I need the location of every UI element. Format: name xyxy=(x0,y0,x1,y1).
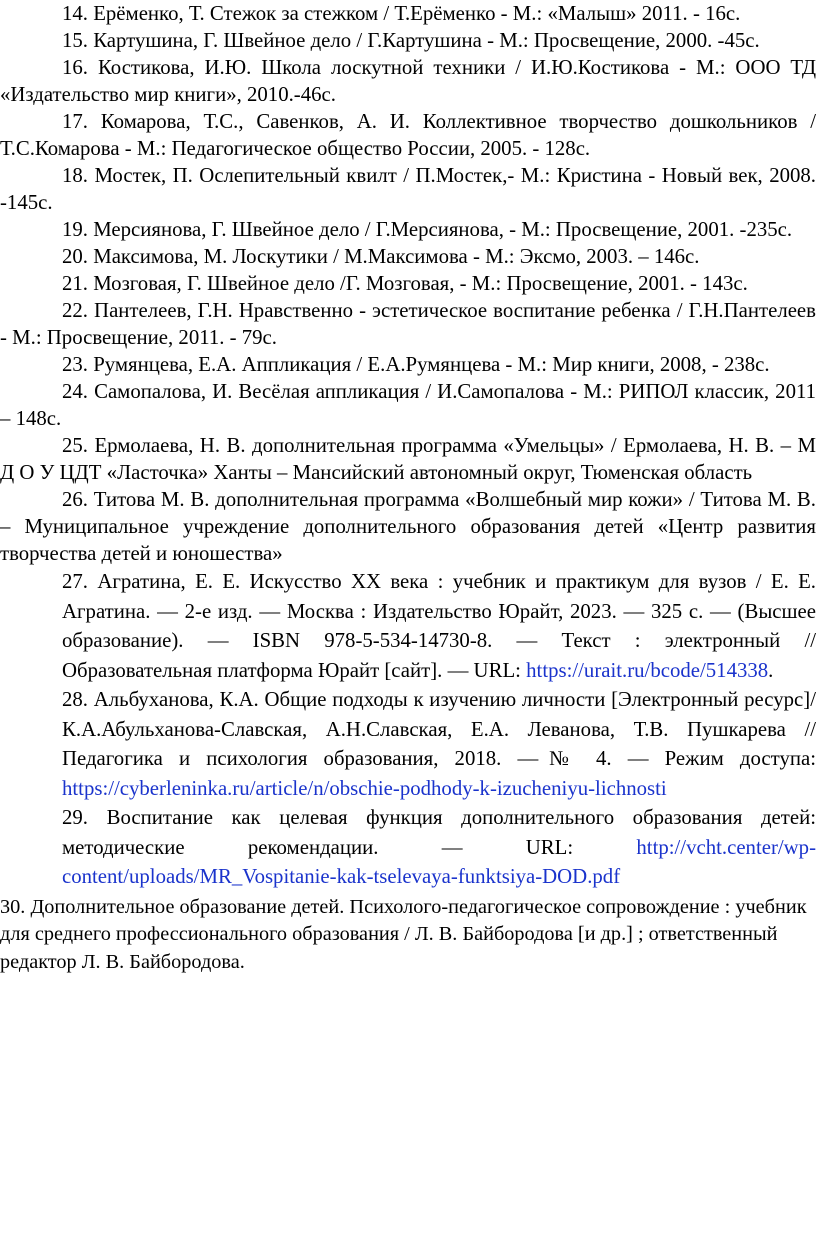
reference-number: 19. xyxy=(62,218,88,241)
reference-item xyxy=(0,0,816,27)
reference-item xyxy=(0,27,816,54)
reference-text: Воспитание как целевая функция дополнительного образования детей: методические рекомендации. — URL: xyxy=(62,806,816,859)
reference-number: 27. xyxy=(62,570,88,593)
reference-link[interactable]: https://urait.ru/bcode/514338 xyxy=(526,658,769,682)
reference-number: 15. xyxy=(62,29,88,52)
reference-item xyxy=(0,108,816,162)
reference-link[interactable]: http://vcht.center/wp-content/uploads/MR_Vospitanie-kak-tselevaya-funktsiya-DOD.pdf xyxy=(62,835,816,888)
reference-text: Мерсиянова, Г. Швейное дело / Г.Мерсиянова, - М.: Просвещение, 2001. -235с. xyxy=(93,218,793,241)
reference-item xyxy=(0,486,816,567)
reference-item xyxy=(0,54,816,108)
reference-text: Ермолаева, Н. В. дополнительная программа «Умельцы» / Ермолаева, Н. В. – М Д О У ЦДТ «Ласточка» Ханты – Мансийский автономный округ, Тюменская область xyxy=(0,434,816,484)
reference-item xyxy=(0,243,816,270)
reference-text: Максимова, М. Лоскутики / М.Максимова - М.: Эксмо, 2003. – 146с. xyxy=(93,245,700,268)
reference-item xyxy=(0,216,816,243)
reference-number: 23. xyxy=(62,353,88,376)
reference-number: 29. xyxy=(62,806,88,829)
reference-number: 30. xyxy=(0,895,26,918)
reference-number: 18. xyxy=(62,164,88,187)
reference-text-after: . xyxy=(768,658,774,682)
reference-item xyxy=(0,270,816,297)
reference-text: Ерёменко, Т. Стежок за стежком / Т.Ерёменко - М.: «Малыш» 2011. - 16с. xyxy=(93,2,741,25)
reference-text: Комарова, Т.С., Савенков, А. И. Коллективное творчество дошкольников / Т.С.Комарова - М.: Педагогическое общество России, 2005. - 128с. xyxy=(0,110,816,160)
reference-item xyxy=(0,351,816,378)
reference-item xyxy=(0,567,816,685)
reference-number: 24. xyxy=(62,380,88,403)
reference-number: 14. xyxy=(62,2,88,25)
reference-number: 20. xyxy=(62,245,88,268)
reference-item xyxy=(0,162,816,216)
reference-item xyxy=(0,378,816,432)
reference-link[interactable]: https://cyberleninka.ru/article/n/obschie-podhody-k-izucheniyu-lichnosti xyxy=(62,776,667,800)
reference-text: Мостек, П. Ослепительный квилт / П.Мостек,- М.: Кристина - Новый век, 2008. -145с. xyxy=(0,164,816,214)
reference-number: 22. xyxy=(62,299,88,322)
reference-item xyxy=(0,894,816,977)
reference-text: Агратина, Е. Е. Искусство XX века : учебник и практикум для вузов / Е. Е. Агратина. — 2-е изд. — Москва : Издательство Юрайт, 2023. — 325 с. — (Высшее образование). — ISBN 978-5-534-14730-8. — Текст : электронный // Образовательная платформа Юрайт [сайт]. — URL: xyxy=(62,570,816,682)
reference-number: 16. xyxy=(62,56,88,79)
reference-number: 25. xyxy=(62,434,88,457)
reference-item xyxy=(0,803,816,892)
reference-text: Румянцева, Е.А. Аппликация / Е.А.Румянцева - М.: Мир книги, 2008, - 238с. xyxy=(93,353,770,376)
reference-text: Костикова, И.Ю. Школа лоскутной техники / И.Ю.Костикова - М.: ООО ТД «Издательство мир книги», 2010.-46с. xyxy=(0,56,816,106)
reference-text: Самопалова, И. Весёлая аппликация / И.Самопалова - М.: РИПОЛ классик, 2011 – 148с. xyxy=(0,380,816,430)
reference-number: 28. xyxy=(62,688,88,711)
reference-number: 21. xyxy=(62,272,88,295)
reference-text: Дополнительное образование детей. Психолого-педагогическое сопровождение : учебник для среднего профессионального образования / Л. В. Байбородова [и др.] ; ответственный редактор Л. В. Байбородова. xyxy=(0,895,807,973)
reference-item xyxy=(0,297,816,351)
reference-text: Альбуханова, К.А. Общие подходы к изучению личности [Электронный ресурс]/ К.А.Абульханова-Славская, А.Н.Славская, Е.А. Леванова, Т.В. Пушкарева // Педагогика и психология образования, 2018. —№ 4. — Режим доступа: xyxy=(62,688,816,770)
reference-number: 26. xyxy=(62,488,88,511)
reference-text: Пантелеев, Г.Н. Нравственно - эстетическое воспитание ребенка / Г.Н.Пантелеев - М.: Просвещение, 2011. - 79с. xyxy=(0,299,816,349)
reference-text: Картушина, Г. Швейное дело / Г.Картушина - М.: Просвещение, 2000. -45с. xyxy=(93,29,760,52)
reference-text: Титова М. В. дополнительная программа «Волшебный мир кожи» / Титова М. В. – Муниципальное учреждение дополнительного образования детей «Центр развития творчества детей и юношества» xyxy=(0,488,816,565)
reference-item xyxy=(0,685,816,803)
reference-item xyxy=(0,432,816,486)
reference-number: 17. xyxy=(62,110,88,133)
reference-text: Мозговая, Г. Швейное дело /Г. Мозговая, - М.: Просвещение, 2001. - 143с. xyxy=(93,272,748,295)
